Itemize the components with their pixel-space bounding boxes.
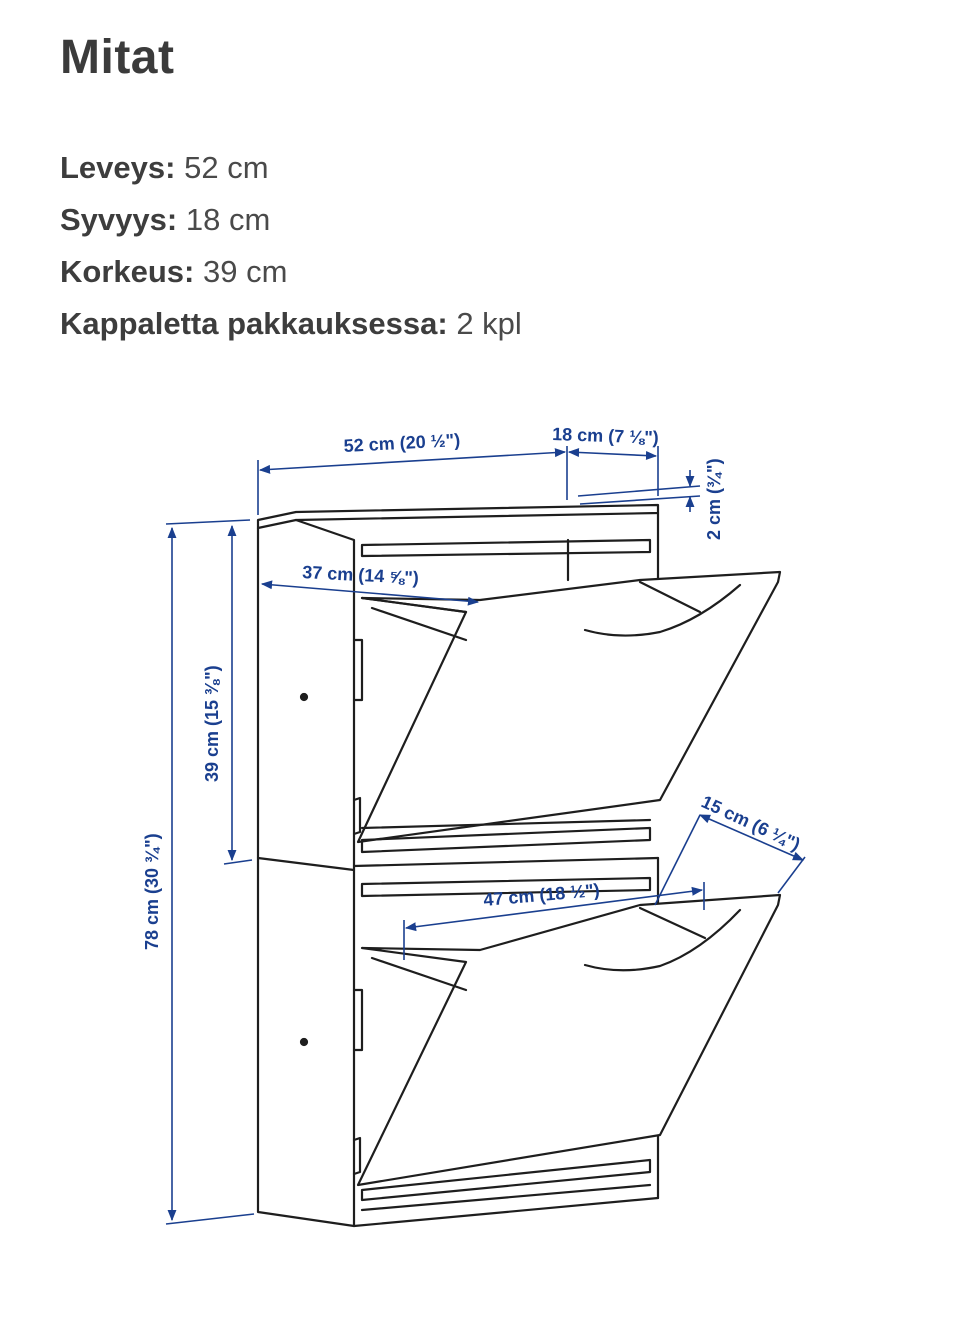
width-dimension-line [260,452,565,470]
extension-line [778,857,805,893]
spec-value: 52 cm [184,150,269,185]
spec-value: 2 kpl [456,306,522,341]
compartment-depth-dimension-label: 15 cm (6 ¼") [698,791,804,855]
width-dimension-label: 52 cm (20 ½") [343,429,461,456]
extension-line [578,486,700,496]
top-edge-dimension-label: 2 cm (¾") [704,458,724,540]
compartment-width-dimension-label: 47 cm (18 ½") [482,879,601,910]
extension-line [166,1214,254,1224]
depth-dimension-label: 18 cm (7 ⅛") [551,424,660,448]
spec-label: Leveys: [60,150,176,185]
spec-value: 18 cm [185,202,271,237]
extension-line [166,520,250,524]
depth-dimension-line [569,452,656,456]
inner-width-dimension-label: 37 cm (14 ⅝") [301,562,420,589]
spec-label: Kappaletta pakkauksessa: [60,306,448,341]
page-title: Mitat [60,31,175,84]
cabinet-illustration [258,505,780,1226]
spec-label: Korkeus: [60,254,195,289]
extension-line [224,860,252,864]
unit-height-dimension-label: 39 cm (15 ⅜") [202,665,222,782]
spec-label: Syvyys: [60,202,178,237]
extension-line [580,496,700,504]
spec-value: 39 cm [203,254,288,289]
total-height-dimension-label: 78 cm (30 ¾") [142,833,162,950]
